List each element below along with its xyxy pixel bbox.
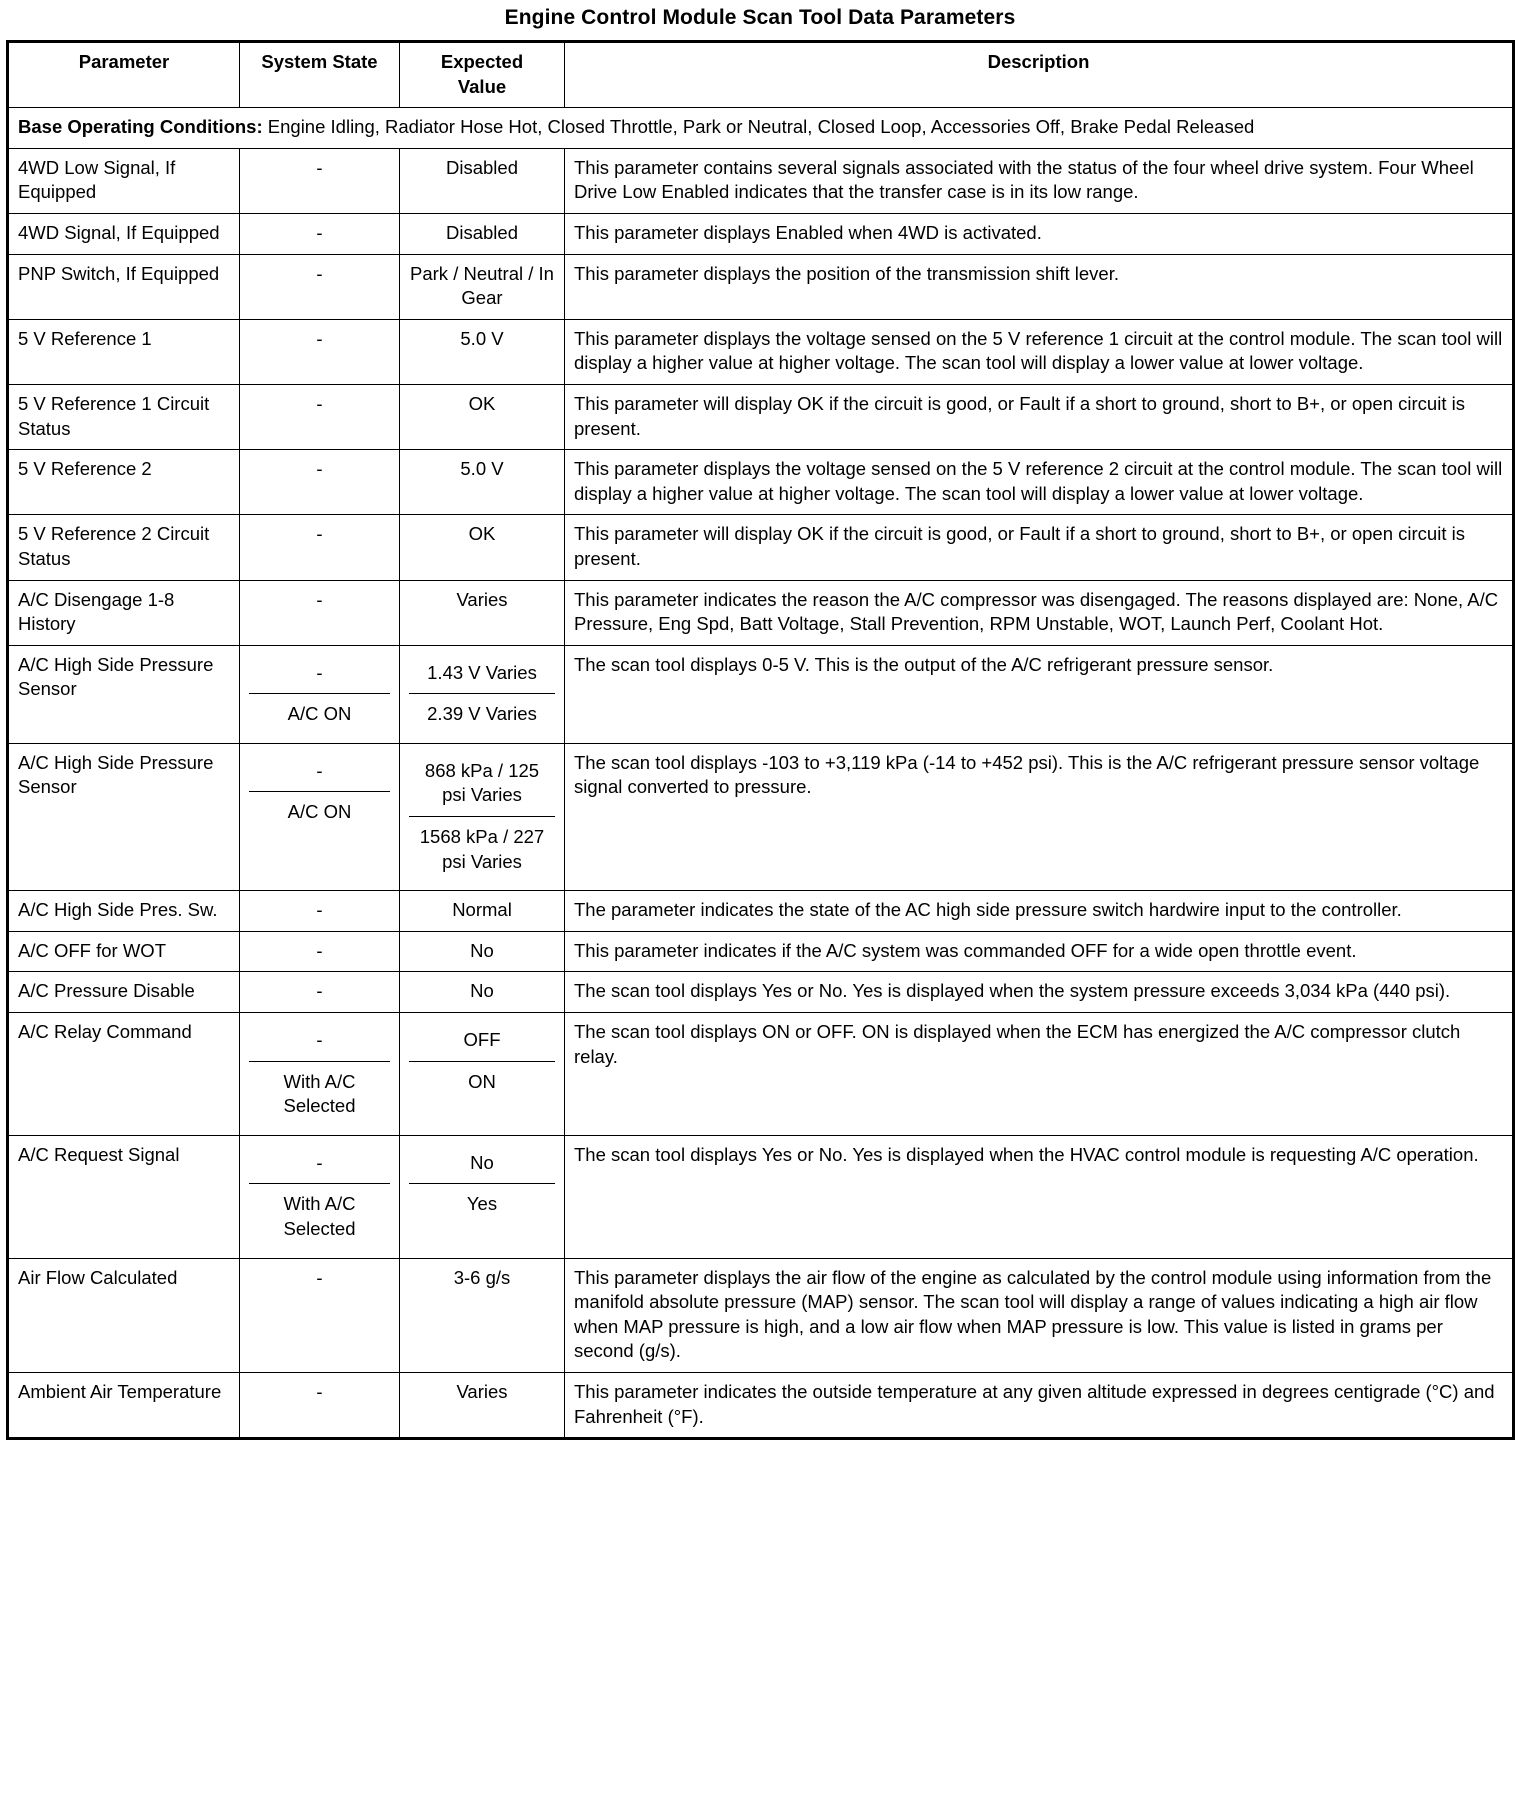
table-row — [8, 645, 1514, 743]
system-state-subcell: - — [249, 1020, 390, 1061]
description-cell: The parameter indicates the state of the AC high side pressure switch hardwire input to the controller. — [565, 891, 1514, 932]
system-state-cell-split — [240, 1013, 400, 1136]
system-state-cell: - — [240, 213, 400, 254]
system-state-cell-split — [240, 1135, 400, 1258]
system-state-cell: - — [240, 1372, 400, 1438]
parameter-name-cell: A/C Disengage 1-8 History — [8, 580, 240, 645]
expected-value-cell: Disabled — [400, 213, 565, 254]
expected-value-cell: OK — [400, 384, 565, 449]
table-row — [8, 148, 1514, 213]
system-state-cell-split — [240, 743, 400, 890]
system-state-subcell: - — [249, 653, 390, 694]
expected-value-cell: Park / Neutral / In Gear — [400, 254, 565, 319]
system-state-cell: - — [240, 931, 400, 972]
description-cell: This parameter indicates the outside temperature at any given altitude expressed in degrees centigrade (°C) and Fahrenheit (°F). — [565, 1372, 1514, 1438]
system-state-subcell: A/C ON — [287, 703, 352, 725]
parameter-name-cell: 5 V Reference 2 Circuit Status — [8, 515, 240, 580]
parameter-name-cell: A/C High Side Pressure Sensor — [8, 743, 240, 890]
base-conditions-row — [8, 108, 1514, 149]
expected-value-cell: Varies — [400, 580, 565, 645]
parameter-name-cell: 5 V Reference 1 Circuit Status — [8, 384, 240, 449]
column-header-expected-value — [400, 42, 565, 108]
description-cell: This parameter contains several signals associated with the status of the four wheel drive system. Four Wheel Drive Low Enabled indicates that the transfer case is in its low range. — [565, 148, 1514, 213]
parameter-name-cell: A/C Request Signal — [8, 1135, 240, 1258]
system-state-cell: - — [240, 580, 400, 645]
system-state-cell-split — [240, 645, 400, 743]
system-state-cell: - — [240, 972, 400, 1013]
description-cell: This parameter displays the voltage sensed on the 5 V reference 2 circuit at the control module. The scan tool will display a higher value at higher voltage. The scan tool will display a lower value at lower voltage. — [565, 450, 1514, 515]
table-row — [8, 515, 1514, 580]
system-state-cell: - — [240, 515, 400, 580]
description-cell: This parameter indicates the reason the A/C compressor was disengaged. The reasons displayed are: None, A/C Pressure, Eng Spd, Batt Voltage, Stall Prevention, RPM Unstable, WOT, Launch Perf, Coolant Hot. — [565, 580, 1514, 645]
expected-value-cell-split — [400, 1135, 565, 1258]
parameter-name-cell: Air Flow Calculated — [8, 1258, 240, 1372]
expected-value-cell: 3-6 g/s — [400, 1258, 565, 1372]
expected-value-subcell: Yes — [466, 1193, 498, 1215]
parameter-name-cell: 5 V Reference 2 — [8, 450, 240, 515]
parameter-name-cell: Ambient Air Temperature — [8, 1372, 240, 1438]
system-state-subcell: A/C ON — [287, 801, 352, 823]
expected-value-subcell: 1568 kPa / 227 psi Varies — [419, 826, 545, 872]
description-cell: This parameter will display OK if the circuit is good, or Fault if a short to ground, short to B+, or open circuit is present. — [565, 515, 1514, 580]
system-state-subcell: - — [249, 1143, 390, 1184]
table-row — [8, 580, 1514, 645]
table-row — [8, 1258, 1514, 1372]
base-conditions-label: Base Operating Conditions: — [18, 116, 263, 138]
description-cell: The scan tool displays -103 to +3,119 kPa (-14 to +452 psi). This is the A/C refrigerant pressure sensor voltage signal converted to pressure. — [565, 743, 1514, 890]
description-cell: The scan tool displays 0-5 V. This is the output of the A/C refrigerant pressure sensor. — [565, 645, 1514, 743]
column-header-description: Description — [565, 42, 1514, 108]
parameter-name-cell: A/C High Side Pres. Sw. — [8, 891, 240, 932]
system-state-subcell: - — [249, 751, 390, 792]
base-conditions-text: Engine Idling, Radiator Hose Hot, Closed Throttle, Park or Neutral, Closed Loop, Accessories Off, Brake Pedal Released — [262, 116, 1255, 138]
parameter-name-cell: A/C Relay Command — [8, 1013, 240, 1136]
system-state-cell: - — [240, 450, 400, 515]
table-row — [8, 1135, 1514, 1258]
description-cell: This parameter displays the voltage sensed on the 5 V reference 1 circuit at the control module. The scan tool will display a higher value at higher voltage. The scan tool will display a lower value at lower voltage. — [565, 319, 1514, 384]
table-body — [8, 108, 1514, 1439]
system-state-cell: - — [240, 148, 400, 213]
expected-value-subcell: ON — [468, 1070, 496, 1092]
header-row — [8, 42, 1514, 108]
table-header — [8, 42, 1514, 108]
expected-value-cell: Varies — [400, 1372, 565, 1438]
table-row — [8, 931, 1514, 972]
parameter-name-cell: A/C High Side Pressure Sensor — [8, 645, 240, 743]
expected-value-cell: Disabled — [400, 148, 565, 213]
table-row — [8, 384, 1514, 449]
description-cell: This parameter displays the air flow of the engine as calculated by the control module using information from the manifold absolute pressure (MAP) sensor. The scan tool will display a range of values indicating a high air flow when MAP pressure is high, and a low air flow when MAP pressure is low. This value is listed in grams per second (g/s). — [565, 1258, 1514, 1372]
description-cell: This parameter indicates if the A/C system was commanded OFF for a wide open throttle event. — [565, 931, 1514, 972]
expected-value-cell-split — [400, 1013, 565, 1136]
expected-value-subcell: 1.43 V Varies — [409, 653, 555, 694]
description-cell: The scan tool displays ON or OFF. ON is displayed when the ECM has energized the A/C compressor clutch relay. — [565, 1013, 1514, 1136]
expected-value-subcell: No — [409, 1143, 555, 1184]
system-state-cell: - — [240, 254, 400, 319]
table-row — [8, 1372, 1514, 1438]
column-header-parameter: Parameter — [8, 42, 240, 108]
table-row — [8, 254, 1514, 319]
expected-value-cell: Normal — [400, 891, 565, 932]
expected-value-cell-split — [400, 743, 565, 890]
parameters-table — [6, 40, 1515, 1440]
page-title: Engine Control Module Scan Tool Data Parameters — [504, 6, 1016, 29]
description-cell: This parameter displays the position of the transmission shift lever. — [565, 254, 1514, 319]
expected-value-subcell: 868 kPa / 125 psi Varies — [409, 751, 555, 817]
expected-value-subcell: 2.39 V Varies — [427, 703, 537, 725]
expected-value-line-1: Expected — [440, 51, 524, 72]
system-state-subcell: With A/C Selected — [283, 1070, 356, 1117]
description-cell: This parameter will display OK if the circuit is good, or Fault if a short to ground, short to B+, or open circuit is present. — [565, 384, 1514, 449]
system-state-cell: - — [240, 319, 400, 384]
expected-value-cell: OK — [400, 515, 565, 580]
parameter-name-cell: A/C OFF for WOT — [8, 931, 240, 972]
expected-value-line-2: Value — [457, 75, 507, 97]
expected-value-cell: No — [400, 931, 565, 972]
table-row — [8, 1013, 1514, 1136]
expected-value-cell: No — [400, 972, 565, 1013]
parameter-name-cell: 4WD Signal, If Equipped — [8, 213, 240, 254]
expected-value-cell-split — [400, 645, 565, 743]
description-cell: This parameter displays Enabled when 4WD is activated. — [565, 213, 1514, 254]
base-conditions-cell — [8, 108, 1514, 149]
system-state-cell: - — [240, 891, 400, 932]
table-row — [8, 891, 1514, 932]
system-state-cell: - — [240, 384, 400, 449]
parameter-name-cell: 4WD Low Signal, If Equipped — [8, 148, 240, 213]
parameter-name-cell: PNP Switch, If Equipped — [8, 254, 240, 319]
table-row — [8, 319, 1514, 384]
description-cell: The scan tool displays Yes or No. Yes is displayed when the HVAC control module is requesting A/C operation. — [565, 1135, 1514, 1258]
expected-value-subcell: OFF — [409, 1020, 555, 1061]
table-row — [8, 743, 1514, 890]
system-state-cell: - — [240, 1258, 400, 1372]
expected-value-cell: 5.0 V — [400, 450, 565, 515]
expected-value-cell: 5.0 V — [400, 319, 565, 384]
parameter-name-cell: 5 V Reference 1 — [8, 319, 240, 384]
system-state-subcell: With A/C Selected — [283, 1193, 356, 1239]
table-row — [8, 213, 1514, 254]
description-cell: The scan tool displays Yes or No. Yes is displayed when the system pressure exceeds 3,034 kPa (440 psi). — [565, 972, 1514, 1013]
table-row — [8, 972, 1514, 1013]
column-header-system-state: System State — [240, 42, 400, 108]
parameter-name-cell: A/C Pressure Disable — [8, 972, 240, 1013]
table-row — [8, 450, 1514, 515]
